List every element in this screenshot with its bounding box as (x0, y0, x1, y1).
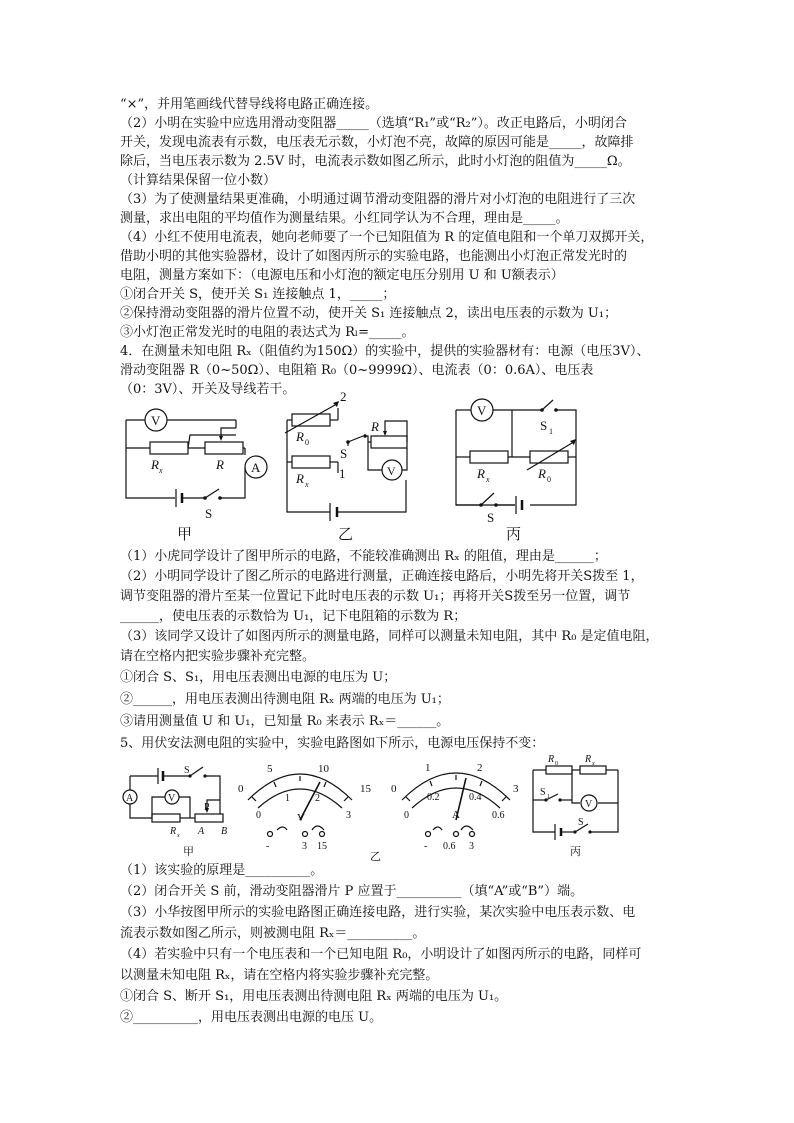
svg-text:V: V (151, 413, 161, 428)
svg-text:x: x (592, 761, 595, 767)
svg-text:P: P (204, 802, 210, 813)
text-line: 开关，发现电流表有示数，电压表无示数，小灯泡不亮，故障的原因可能是_____，故障排 (120, 135, 634, 150)
svg-text:R: R (538, 466, 546, 481)
svg-text:0: 0 (555, 761, 558, 767)
svg-text:S: S (340, 446, 348, 461)
svg-text:0.2: 0.2 (427, 792, 440, 803)
svg-text:0: 0 (391, 783, 397, 795)
text-line: （0：3V）、开关及导线若干。 (120, 382, 296, 397)
fig5-ammeter-dial (391, 762, 519, 852)
text-line: ②__________，用电压表测出电源的电压 U。 (120, 1010, 383, 1025)
svg-text:x: x (177, 833, 180, 839)
text-line: （2）小明同学设计了图乙所示的电路进行测量，正确连接电路后，小明先将开关S拨至 1， (120, 569, 644, 584)
svg-text:2: 2 (477, 762, 483, 774)
svg-text:0: 0 (404, 810, 409, 821)
text-line: “×”，并用笔画线代替导线将电路正确连接。 (120, 97, 379, 112)
text-line: ③请用测量值 U 和 U₁，已知量 R₀ 来表示 Rₓ＝______。 (120, 714, 450, 729)
text-line: 滑动变阻器 R（0~50Ω）、电阻箱 R₀（0~9999Ω）、电流表（0：0.6A）、电压表 (120, 363, 594, 378)
text-line: 流表示数如图乙所示，则被测电阻 Rₓ＝__________。 (120, 926, 426, 941)
svg-text:x: x (159, 466, 163, 475)
text-line: 借助小明的其他实验器材，设计了如图丙所示的实验电路，也能测出小灯泡正常发光时的 (120, 249, 628, 264)
svg-text:V: V (477, 403, 487, 418)
svg-text:0.6: 0.6 (443, 841, 456, 852)
question-4-heading: 4．在测量未知电阻 Rₓ（阻值约为150Ω）的实验中，提供的实验器材有：电源（电压3V）、 (120, 344, 650, 359)
svg-text:V: V (387, 464, 396, 478)
svg-text:R: R (585, 754, 592, 765)
svg-text:S: S (540, 418, 548, 433)
fig4-caption-bing: 丙 (506, 525, 522, 543)
text-line: 测量，求出电阻的平均值作为测量结果。小红同学认为不合理，理由是_____。 (120, 211, 569, 226)
svg-text:S: S (540, 787, 546, 798)
fig5-voltmeter-dial (238, 763, 372, 852)
svg-text:0: 0 (547, 475, 551, 484)
text-line: 除后，当电压表示数为 2.5V 时，电流表示数如图乙所示，此时小灯泡的阻值为_____Ω。 (120, 154, 631, 169)
text-line: （4）小红不使用电流表，她向老师要了一个已知阻值为 R 的定值电阻和一个单刀双掷开关， (120, 230, 654, 245)
text-line: （2）小明在实验中应选用滑动变阻器_____（选填“R₁”或“R₂”）。改正电路后，小明闭合 (120, 116, 627, 131)
svg-text:0: 0 (305, 438, 309, 447)
text-line: ①闭合 S、S₁，用电压表测出电源的电压为 U； (120, 670, 397, 685)
text-line: （计算结果保留一位小数） (120, 173, 277, 188)
svg-text:1: 1 (549, 427, 553, 436)
svg-text:-: - (424, 841, 428, 852)
text-line: 电阻，测量方案如下：（电源电压和小灯泡的额定电压分别用 U 和 U额表示） (120, 268, 564, 283)
text-line: （1）该实验的原理是__________。 (120, 863, 324, 878)
fig4-caption-yi: 乙 (338, 525, 354, 543)
text-line: ③小灯泡正常发光时的电阻的表达式为 Rₗ=_____。 (120, 325, 415, 340)
svg-text:R: R (296, 471, 304, 486)
svg-text:R: R (371, 419, 379, 434)
svg-text:R: R (296, 429, 304, 444)
switch-icon (190, 767, 203, 776)
text-line: （3）该同学又设计了如图丙所示的测量电路，同样可以测量未知电阻，其中 R₀ 是定值电阻， (120, 629, 659, 644)
text-line: （2）闭合开关 S 前，滑动变阻器滑片 P 应置于__________（填“A”或“B”）端。 (120, 884, 584, 899)
text-line: ①闭合开关 S，使开关 S₁ 连接触点 1，_____； (120, 287, 396, 302)
svg-text:1: 1 (425, 762, 431, 774)
svg-text:0.4: 0.4 (469, 792, 482, 803)
svg-text:0.6: 0.6 (492, 810, 505, 821)
svg-text:R: R (151, 457, 159, 472)
svg-text:x: x (305, 480, 309, 489)
question-5-heading: 5、用伏安法测电阻的实验中，实验电路图如下所示，电源电压保持不变： (120, 736, 545, 751)
svg-text:1: 1 (339, 466, 346, 481)
svg-text:A: A (198, 826, 205, 837)
text-line: （4）若实验中只有一个电压表和一个已知电阻 R₀，小明设计了如图丙所示的电路，同样可 (120, 947, 642, 962)
svg-text:x: x (486, 475, 490, 484)
text-line: ②保持滑动变阻器的滑片位置不动，使开关 S₁ 连接触点 2，读出电压表的示数为 U₁； (120, 306, 618, 321)
text-line: ②______，用电压表测出待测电阻 Rₓ 两端的电压为 U₁； (120, 692, 450, 707)
svg-text:3: 3 (469, 841, 474, 852)
svg-text:R: R (477, 466, 485, 481)
svg-text:0: 0 (256, 810, 261, 821)
text-line: 请在空格内把实验步骤补充完整。 (120, 649, 316, 664)
text-line: 调节变阻器的滑片至某一位置记下此时电压表的示数 U₁；再将开关S拨至另一位置，调节 (120, 589, 631, 604)
fig5-caption-bing: 丙 (570, 846, 581, 858)
svg-text:3: 3 (346, 810, 351, 821)
svg-text:S: S (487, 510, 495, 525)
svg-text:3: 3 (513, 783, 519, 795)
svg-text:15: 15 (360, 783, 371, 795)
svg-text:B: B (221, 826, 228, 837)
svg-text:-: - (266, 841, 270, 852)
svg-text:1: 1 (547, 794, 550, 800)
svg-text:V: V (585, 799, 593, 810)
svg-text:0: 0 (238, 783, 244, 795)
svg-text:2: 2 (340, 389, 347, 404)
svg-text:S: S (578, 817, 584, 828)
svg-text:A: A (452, 809, 460, 821)
text-line: （3）为了使测量结果更准确，小明通过调节滑动变阻器的滑片对小灯泡的电阻进行了三次 (120, 192, 636, 207)
text-line: ______，使电压表的示数恰为 U₁，记下电阻箱的示数为 R； (120, 609, 467, 624)
fig5-caption-jia: 甲 (183, 846, 194, 858)
svg-text:5: 5 (267, 763, 273, 775)
text-line: 以测量未知电阻 Rₓ，请在空格内将实验步骤补充完整。 (120, 968, 439, 983)
svg-text:R: R (216, 457, 224, 472)
svg-text:V: V (297, 812, 305, 824)
svg-text:1: 1 (285, 793, 290, 804)
svg-text:A: A (126, 793, 134, 804)
fig4-caption-jia: 甲 (177, 525, 193, 543)
text-line: ①闭合 S、断开 S₁，用电压表测出待测电阻 Rₓ 两端的电压为 U₁。 (120, 989, 508, 1004)
fig5-circuit-bing (533, 754, 618, 840)
svg-text:R: R (548, 754, 555, 765)
fig5-circuit-jia (123, 765, 227, 839)
text-line: （3）小华按图甲所示的实验电路图正确连接电路，进行实验，某次实验中电压表示数、电 (120, 905, 636, 920)
svg-text:2: 2 (315, 793, 320, 804)
svg-text:S: S (184, 765, 190, 776)
svg-text:3: 3 (302, 841, 307, 852)
svg-text:A: A (251, 460, 261, 475)
text-line: （1）小虎同学设计了图甲所示的电路，不能较准确测出 Rₓ 的阻值，理由是______； (120, 549, 607, 564)
svg-text:V: V (168, 793, 176, 804)
svg-text:10: 10 (318, 763, 329, 775)
svg-text:R: R (170, 826, 177, 837)
svg-text:15: 15 (317, 841, 327, 852)
svg-text:S: S (205, 506, 213, 521)
fig5-caption-yi: 乙 (370, 851, 381, 863)
